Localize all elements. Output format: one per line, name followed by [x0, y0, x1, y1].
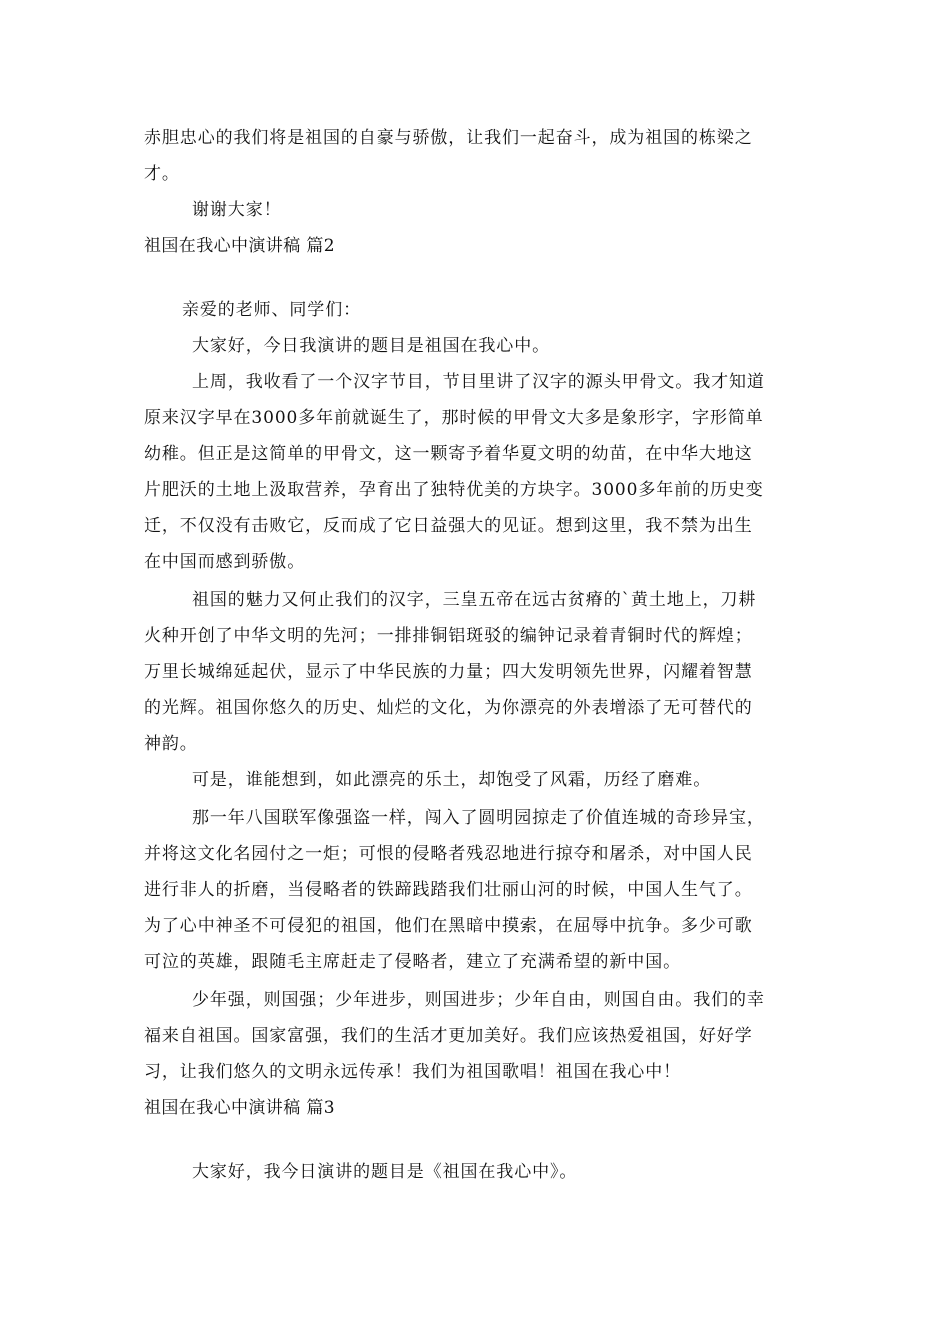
text-line: 赤胆忠心的我们将是祖国的自豪与骄傲，让我们一起奋斗，成为祖国的栋梁之 [144, 128, 753, 148]
section-heading: 祖国在我心中演讲稿 篇3 [144, 1098, 336, 1118]
text-line: 上周，我收看了一个汉字节目，节目里讲了汉字的源头甲骨文。我才知道 [192, 372, 765, 392]
text-line: 大家好，我今日演讲的题目是《祖国在我心中》。 [192, 1162, 578, 1182]
text-line: 进行非人的折磨，当侵略者的铁蹄践踏我们壮丽山河的时候，中国人生气了。 [144, 880, 753, 900]
text-line: 原来汉字早在3000多年前就诞生了，那时候的甲骨文大多是象形字，字形简单 [144, 408, 764, 428]
section-heading: 祖国在我心中演讲稿 篇2 [144, 236, 336, 256]
text-line: 火种开创了中华文明的先河；一排排铜铝斑驳的编钟记录着青铜时代的辉煌； [144, 626, 753, 646]
text-line: 在中国而感到骄傲。 [144, 552, 306, 572]
text-line: 幼稚。但正是这简单的甲骨文，这一颗寄予着华夏文明的幼苗，在中华大地这 [144, 444, 753, 464]
text-line: 为了心中神圣不可侵犯的祖国，他们在黑暗中摸索，在屈辱中抗争。多少可歌 [144, 916, 753, 936]
text-line: 神韵。 [144, 734, 198, 754]
text-line: 片肥沃的土地上汲取营养，孕育出了独特优美的方块字。3000多年前的历史变 [144, 480, 764, 500]
text-line: 并将这文化名园付之一炬；可恨的侵略者残忍地进行掠夺和屠杀，对中国人民 [144, 844, 753, 864]
text-line: 的光辉。祖国你悠久的历史、灿烂的文化，为你漂亮的外表增添了无可替代的 [144, 698, 753, 718]
text-line: 亲爱的老师、同学们： [182, 300, 361, 320]
text-line: 万里长城绵延起伏，显示了中华民族的力量；四大发明领先世界，闪耀着智慧 [144, 662, 753, 682]
text-line: 祖国的魅力又何止我们的汉字，三皇五帝在远古贫瘠的`黄土地上，刀耕 [192, 590, 757, 610]
text-line: 大家好，今日我演讲的题目是祖国在我心中。 [192, 336, 550, 356]
text-line: 那一年八国联军像强盗一样，闯入了圆明园掠走了价值连城的奇珍异宝， [192, 808, 765, 828]
text-line: 福来自祖国。国家富强，我们的生活才更加美好。我们应该热爱祖国，好好学 [144, 1026, 753, 1046]
text-line: 习，让我们悠久的文明永远传承！我们为祖国歌唱！祖国在我心中！ [144, 1062, 681, 1082]
text-line: 才。 [144, 164, 180, 184]
text-line: 可是，谁能想到，如此漂亮的乐土，却饱受了风霜，历经了磨难。 [192, 770, 712, 790]
text-line: 少年强，则国强；少年进步，则国进步；少年自由，则国自由。我们的幸 [192, 990, 765, 1010]
text-line: 迁，不仅没有击败它，反而成了它日益强大的见证。想到这里，我不禁为出生 [144, 516, 753, 536]
text-line: 谢谢大家！ [192, 200, 282, 220]
text-line: 可泣的英雄，跟随毛主席赶走了侵略者，建立了充满希望的新中国。 [144, 952, 681, 972]
